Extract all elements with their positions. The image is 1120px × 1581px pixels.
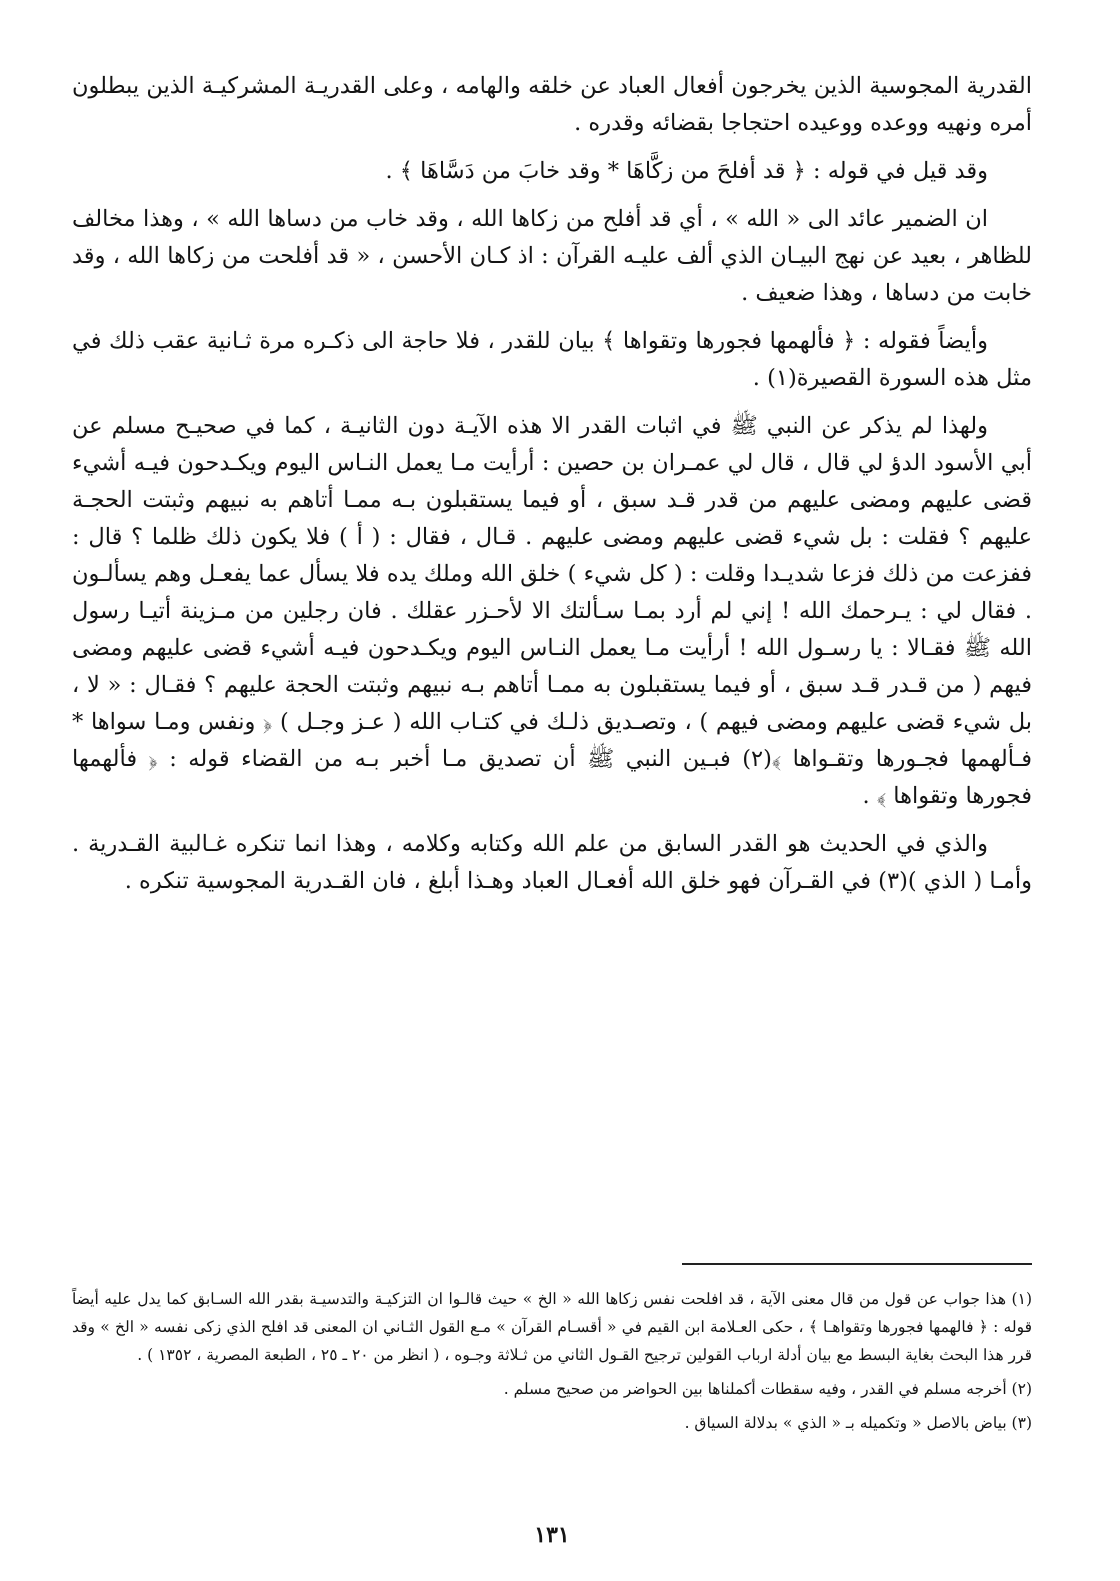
paragraph-3: ان الضمير عائد الى « الله » ، أي قد أفلح من زكاها الله ، وقد خاب من دساها الله » ، وهذا مخالف للظاهر ، بعيد عن نهج البيـان الذي ألف عليـه القرآن : اذ كـان الأحسن ، « قد أفلحت من زكاها الله ، وقد خابت من دساها ، وهذا ضعيف . bbox=[72, 206, 1032, 306]
paragraph-4: وأيضاً فقوله : ﴿ فألهمها فجورها وتقواها ﴾ بيان للقدر ، فلا حاجة الى ذكـره مرة ثـانية عقب ذلك في مثل هذه السورة القصيرة(١) . bbox=[72, 328, 1032, 391]
main-text bbox=[72, 68, 1032, 900]
page-number: ١٣١ bbox=[534, 1522, 570, 1548]
paragraph-6: والذي في الحديث هو القدر السابق من علم الله وكتابه وكلامه ، وهذا انما تنكره غـالبية القـدرية . وأمـا ( الذي )(٣) في القـرآن فهو خلق الله أفعـال العباد وهـذا أبلغ ، فان القـدرية المجوسية تنكره . bbox=[72, 831, 1032, 894]
footnote-3: (٣) بياض بالاصل « وتكميله بـ « الذي » بدلالة السياق . bbox=[684, 1414, 1032, 1432]
footnote-1: (١) هذا جواب عن قول من قال معنى الآية ، قد افلحت نفس زكاها الله « الخ » حيث قالـوا ان التزكيـة والتدسيـة بقدر الله السـابق كما يدل عليه أيضاً قوله : ﴿ فالهمها فجورها وتقواهـا ﴾ ، حكى العـلامة ابن القيم في « أقسـام القرآن » مـع القول الثـاني ان المعنى قد افلح الذي زكى نفسه « الخ » وقد قرر هذا البحث بغاية البسط مع بيان أدلة ارباب القولين ترجيح القـول الثاني من ثـلاثة وجـوه ، ( انظر من ٢٠ ـ ٢٥ ، الطبعة المصرية ، ١٣٥٢ ) . bbox=[72, 1290, 1032, 1364]
footnote-2: (٢) أخرجه مسلم في القدر ، وفيه سقطات أكملناها بين الحواضر من صحيح مسلم . bbox=[503, 1380, 1032, 1398]
paragraph-5: ولهذا لم يذكر عن النبي ﷺ في اثبات القدر الا هذه الآيـة دون الثانيـة ، كما في صحيـح مسلم عن أبي الأسود الدؤ لي قال ، قال لي عمـران بن حصين : أرأيت مـا يعمل النـاس اليوم ويكـدحون فيـه أشيء قضى عليهم ومضى عليهم من قدر قـد سبق ، أو فيما يستقبلون بـه ممـا أتاهم به نبيهم وثبتت الحجـة عليهم ؟ فقلت : بل شيء قضى عليهم ومضى عليهم . قـال ، فقال : ( أ ) فلا يكون ذلك ظلما ؟ قال : ففزعت من ذلك فزعا شديـدا وقلت : ( كل شيء ) خلق الله وملك يده فلا يسأل عما يفعـل وهم يسألـون . فقال لي : يـرحمك الله ! إني لم أرد بمـا سـألتك الا لأحـزر عقلك . فان رجلين من مـزينة أتيـا رسول الله ﷺ فقـالا : يا رسـول الله ! أرأيت مـا يعمل النـاس اليوم ويكـدحون فيـه أشيء قضى عليهم ومضى فيهم ( من قـدر قـد سبق ، أو فيما يستقبلون به ممـا أتاهم بـه نبيهم وثبتت الحجة عليهم ؟ فقـال : « لا ، بل شيء قضى عليهم ومضى فيهم ) ، وتصـديق ذلـك في كتـاب الله ( عـز وجـل ) ﴿ ونفس ومـا سواها * فـألهمها فجـورها وتقـواها ﴾(٢) فبـين النبي ﷺ أن تصديق مـا أخبر بـه من القضاء قوله : ﴿ فألهمها فجورها وتقواها ﴾ . bbox=[72, 413, 1032, 809]
footnotes bbox=[72, 1285, 1032, 1443]
document-page bbox=[72, 68, 1032, 1581]
paragraph-2: وقد قيل في قوله : ﴿ قد أفلحَ من زكَّاهَا * وقد خابَ من دَسَّاهَا ﴾ . bbox=[385, 158, 988, 184]
paragraph-1: القدرية المجوسية الذين يخرجون أفعال العباد عن خلقه والهامه ، وعلى القدريـة المشركيـة الذين يبطلون أمره ونهيه ووعده ووعيده احتجاجا بقضائه وقدره . bbox=[72, 73, 1032, 136]
footnote-separator bbox=[682, 1263, 1032, 1265]
